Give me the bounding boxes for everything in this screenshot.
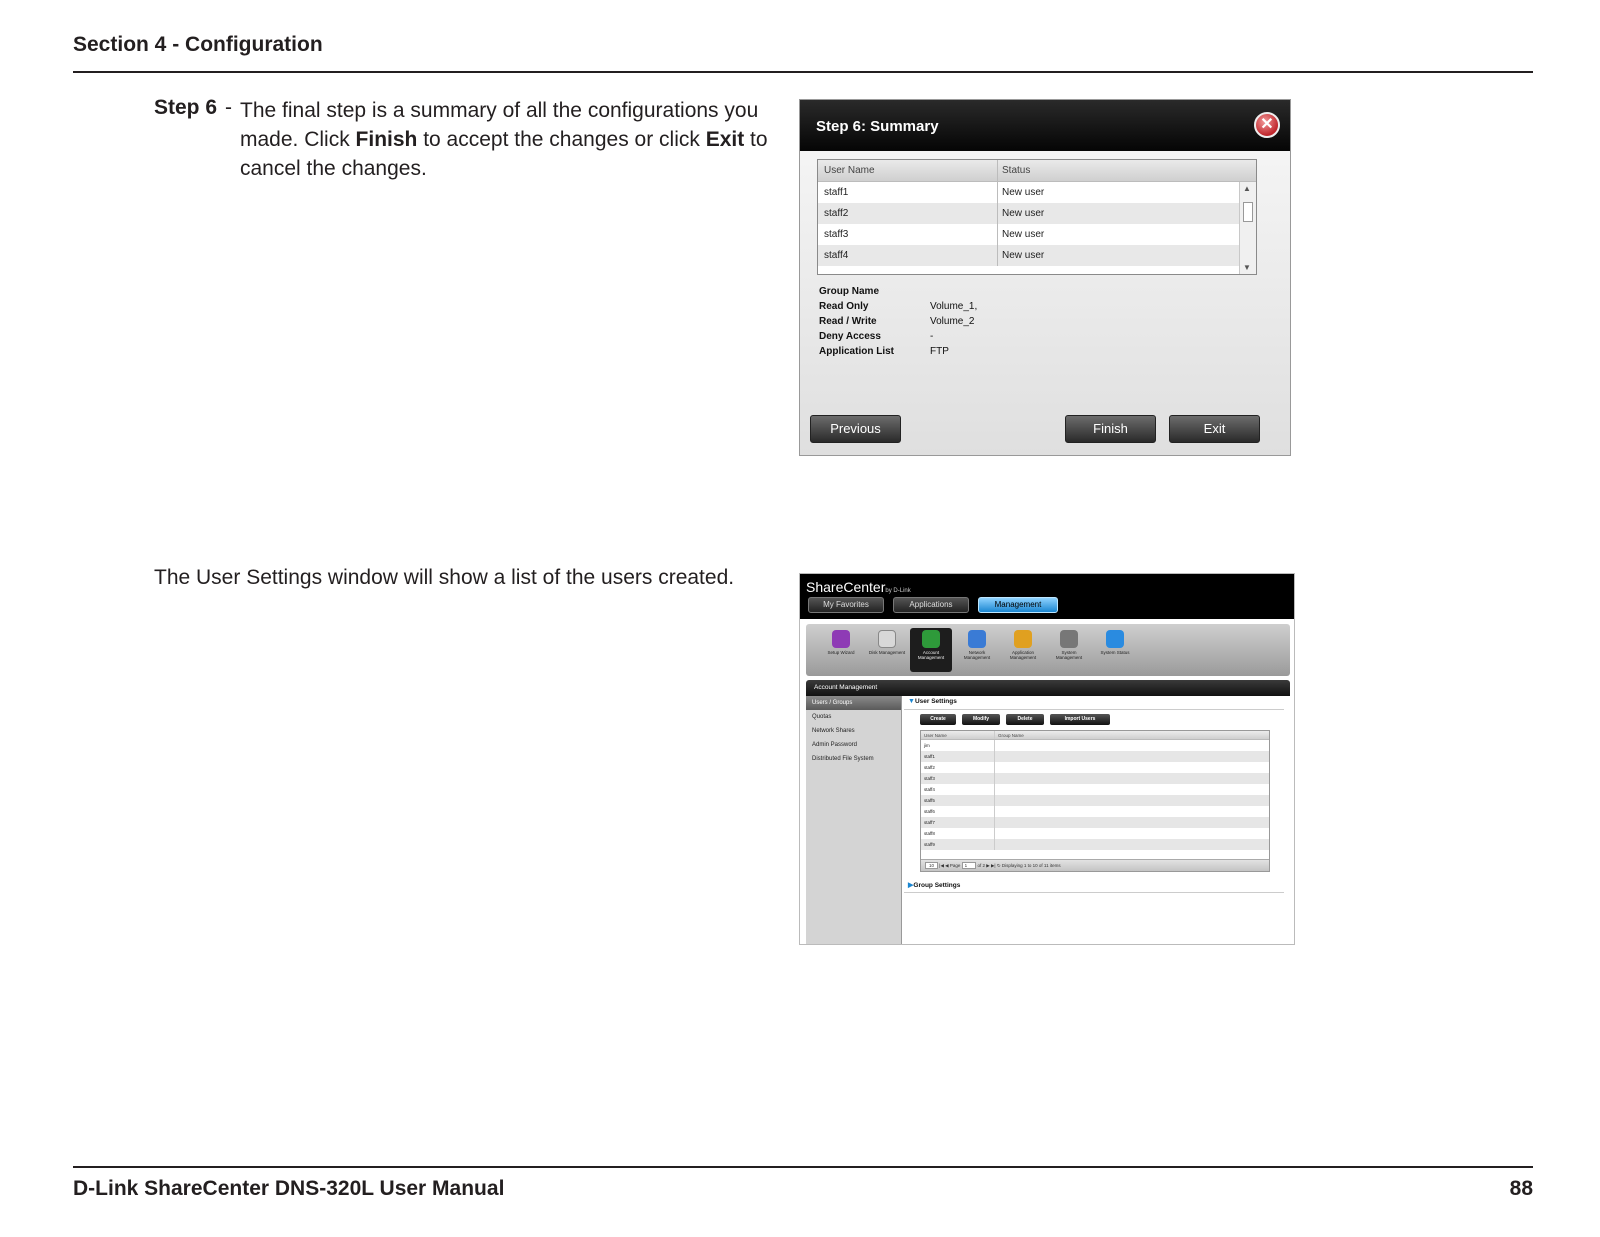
detail-key: Group Name: [819, 286, 880, 297]
column-header-status[interactable]: Status: [1002, 165, 1031, 176]
account-icon: [922, 630, 940, 648]
tab-my-favorites[interactable]: My Favorites: [808, 597, 884, 613]
group-name-cell: [995, 828, 998, 839]
user-name-cell: staff3: [818, 224, 998, 245]
user-name-cell: staff6: [921, 806, 995, 817]
disk-management-item[interactable]: Disk Management: [866, 628, 908, 672]
user-name-cell: staff1: [818, 182, 998, 203]
sidebar-item-admin-password[interactable]: Admin Password: [812, 742, 858, 748]
dialog-header: [800, 100, 1290, 151]
account-sidebar: [806, 696, 902, 945]
detail-value: FTP: [930, 346, 949, 357]
status-cell: New user: [1002, 187, 1045, 198]
grid-header: [921, 731, 1269, 740]
step-description: The final step is a summary of all the configurations you made. Click Finish to accept the changes or click Exit to cancel the changes.: [240, 99, 768, 180]
status-cell: New user: [1002, 208, 1045, 219]
user-name-cell: staff4: [921, 784, 995, 795]
scroll-down-icon[interactable]: ▼: [1243, 263, 1251, 272]
sidebar-item-distributed-file-system[interactable]: Distributed File System: [812, 756, 874, 762]
group-name-cell: [995, 806, 998, 817]
detail-key: Read Only: [819, 301, 869, 312]
close-icon[interactable]: ✕: [1254, 112, 1280, 138]
user-name-cell: staff5: [921, 795, 995, 806]
panel-title: Account Management: [806, 680, 1290, 696]
table-row[interactable]: [921, 784, 1269, 795]
column-header-user-name[interactable]: User Name: [921, 731, 995, 739]
summary-table-header: [818, 160, 1256, 182]
group-settings-section: [904, 881, 1284, 893]
table-row[interactable]: [921, 817, 1269, 828]
finish-button[interactable]: Finish: [1065, 415, 1156, 443]
group-name-cell: [995, 795, 998, 806]
column-header-group-name[interactable]: Group Name: [998, 733, 1024, 738]
group-settings-header[interactable]: ▶Group Settings: [904, 881, 1284, 893]
exit-button[interactable]: Exit: [1169, 415, 1260, 443]
previous-button[interactable]: Previous: [810, 415, 901, 443]
page-number: 88: [1509, 1177, 1533, 1200]
expand-down-icon: ▼: [908, 698, 915, 705]
management-icon-bar: [806, 624, 1290, 676]
import-users-button[interactable]: Import Users: [1050, 714, 1110, 725]
user-name-cell: staff2: [818, 203, 998, 224]
page-input[interactable]: 1: [962, 862, 977, 869]
application-icon: [1014, 630, 1032, 648]
table-row[interactable]: [818, 182, 1256, 203]
sidebar-item-users-groups[interactable]: Users / Groups: [806, 696, 901, 710]
tab-management[interactable]: Management: [978, 597, 1058, 613]
user-name-cell: staff1: [921, 751, 995, 762]
header-rule: [73, 71, 1533, 73]
summary-dialog: [799, 99, 1291, 456]
scroll-up-icon[interactable]: ▲: [1243, 184, 1251, 193]
detail-key: Application List: [819, 346, 894, 357]
grid-pager: [921, 859, 1269, 871]
detail-value: Volume_2: [930, 316, 975, 327]
user-name-cell: staff8: [921, 828, 995, 839]
page-count: of 2: [977, 863, 985, 868]
user-settings-panel: [904, 698, 1284, 945]
last-page-icon[interactable]: ▶|: [990, 863, 997, 868]
sharecenter-logo: ShareCenterby D-Link: [806, 579, 911, 595]
first-page-icon[interactable]: |◀: [939, 863, 946, 868]
table-row[interactable]: [921, 740, 1269, 751]
table-row[interactable]: [818, 203, 1256, 224]
table-row[interactable]: [818, 245, 1256, 266]
refresh-icon[interactable]: ↻: [996, 863, 1002, 868]
system-icon: [1060, 630, 1078, 648]
tab-applications[interactable]: Applications: [893, 597, 969, 613]
user-name-cell: staff2: [921, 762, 995, 773]
column-header-user-name[interactable]: User Name: [818, 160, 998, 181]
table-row[interactable]: [921, 806, 1269, 817]
section-title: Section 4 - Configuration: [73, 33, 323, 56]
table-scrollbar[interactable]: [1239, 182, 1256, 274]
group-name-cell: [995, 773, 998, 784]
delete-button[interactable]: Delete: [1006, 714, 1044, 725]
setup-wizard-item[interactable]: Setup Wizard: [820, 628, 862, 672]
step-label: Step 6: [154, 96, 218, 119]
status-cell: New user: [1002, 229, 1045, 240]
pager-status: Displaying 1 to 10 of 11 items: [1001, 863, 1061, 868]
table-row[interactable]: [818, 224, 1256, 245]
sidebar-item-network-shares[interactable]: Network Shares: [812, 728, 855, 734]
scroll-thumb[interactable]: [1243, 202, 1253, 222]
system-management-item[interactable]: System Management: [1048, 628, 1090, 672]
table-row[interactable]: [921, 795, 1269, 806]
user-name-cell: staff4: [818, 245, 998, 266]
manual-title: D-Link ShareCenter DNS-320L User Manual: [73, 1177, 505, 1200]
system-status-item[interactable]: System Status: [1094, 628, 1136, 672]
create-button[interactable]: Create: [920, 714, 956, 725]
table-row[interactable]: [921, 773, 1269, 784]
sharecenter-window: [799, 573, 1295, 945]
user-name-cell: jim: [921, 740, 995, 751]
top-bar: [800, 574, 1294, 619]
info-icon: [1106, 630, 1124, 648]
table-row[interactable]: [921, 828, 1269, 839]
user-name-cell: staff9: [921, 839, 995, 850]
network-icon: [968, 630, 986, 648]
group-name-cell: [995, 740, 998, 751]
summary-table: [817, 159, 1257, 275]
next-page-icon[interactable]: ▶: [986, 863, 990, 868]
network-management-item[interactable]: Network Management: [956, 628, 998, 672]
user-settings-header[interactable]: ▼User Settings: [904, 698, 1284, 710]
user-name-cell: staff3: [921, 773, 995, 784]
detail-key: Deny Access: [819, 331, 881, 342]
disk-icon: [878, 630, 896, 648]
modify-button[interactable]: Modify: [962, 714, 1000, 725]
users-grid: [920, 730, 1270, 872]
table-row[interactable]: [921, 839, 1269, 850]
group-name-cell: [995, 751, 998, 762]
application-management-item[interactable]: Application Management: [1002, 628, 1044, 672]
step-dash: -: [225, 96, 232, 119]
footer-rule: [73, 1166, 1533, 1168]
table-row[interactable]: [921, 751, 1269, 762]
account-management-item[interactable]: Account Management: [910, 628, 952, 672]
detail-value: Volume_1,: [930, 301, 978, 312]
detail-value: -: [930, 331, 934, 342]
expand-right-icon: ▶: [908, 882, 914, 889]
sidebar-item-quotas[interactable]: Quotas: [812, 714, 832, 720]
dialog-title: Step 6: Summary: [816, 118, 939, 135]
detail-key: Read / Write: [819, 316, 877, 327]
user-settings-description: The User Settings window will show a list of the users created.: [154, 566, 735, 589]
wizard-icon: [832, 630, 850, 648]
table-row[interactable]: [921, 762, 1269, 773]
group-name-cell: [995, 762, 998, 773]
group-name-cell: [995, 784, 998, 795]
page-label: Page: [949, 863, 961, 868]
page-size-select[interactable]: 10: [925, 862, 938, 869]
status-cell: New user: [1002, 250, 1045, 261]
prev-page-icon[interactable]: ◀: [945, 863, 950, 868]
group-name-cell: [995, 839, 998, 850]
user-name-cell: staff7: [921, 817, 995, 828]
group-name-cell: [995, 817, 998, 828]
